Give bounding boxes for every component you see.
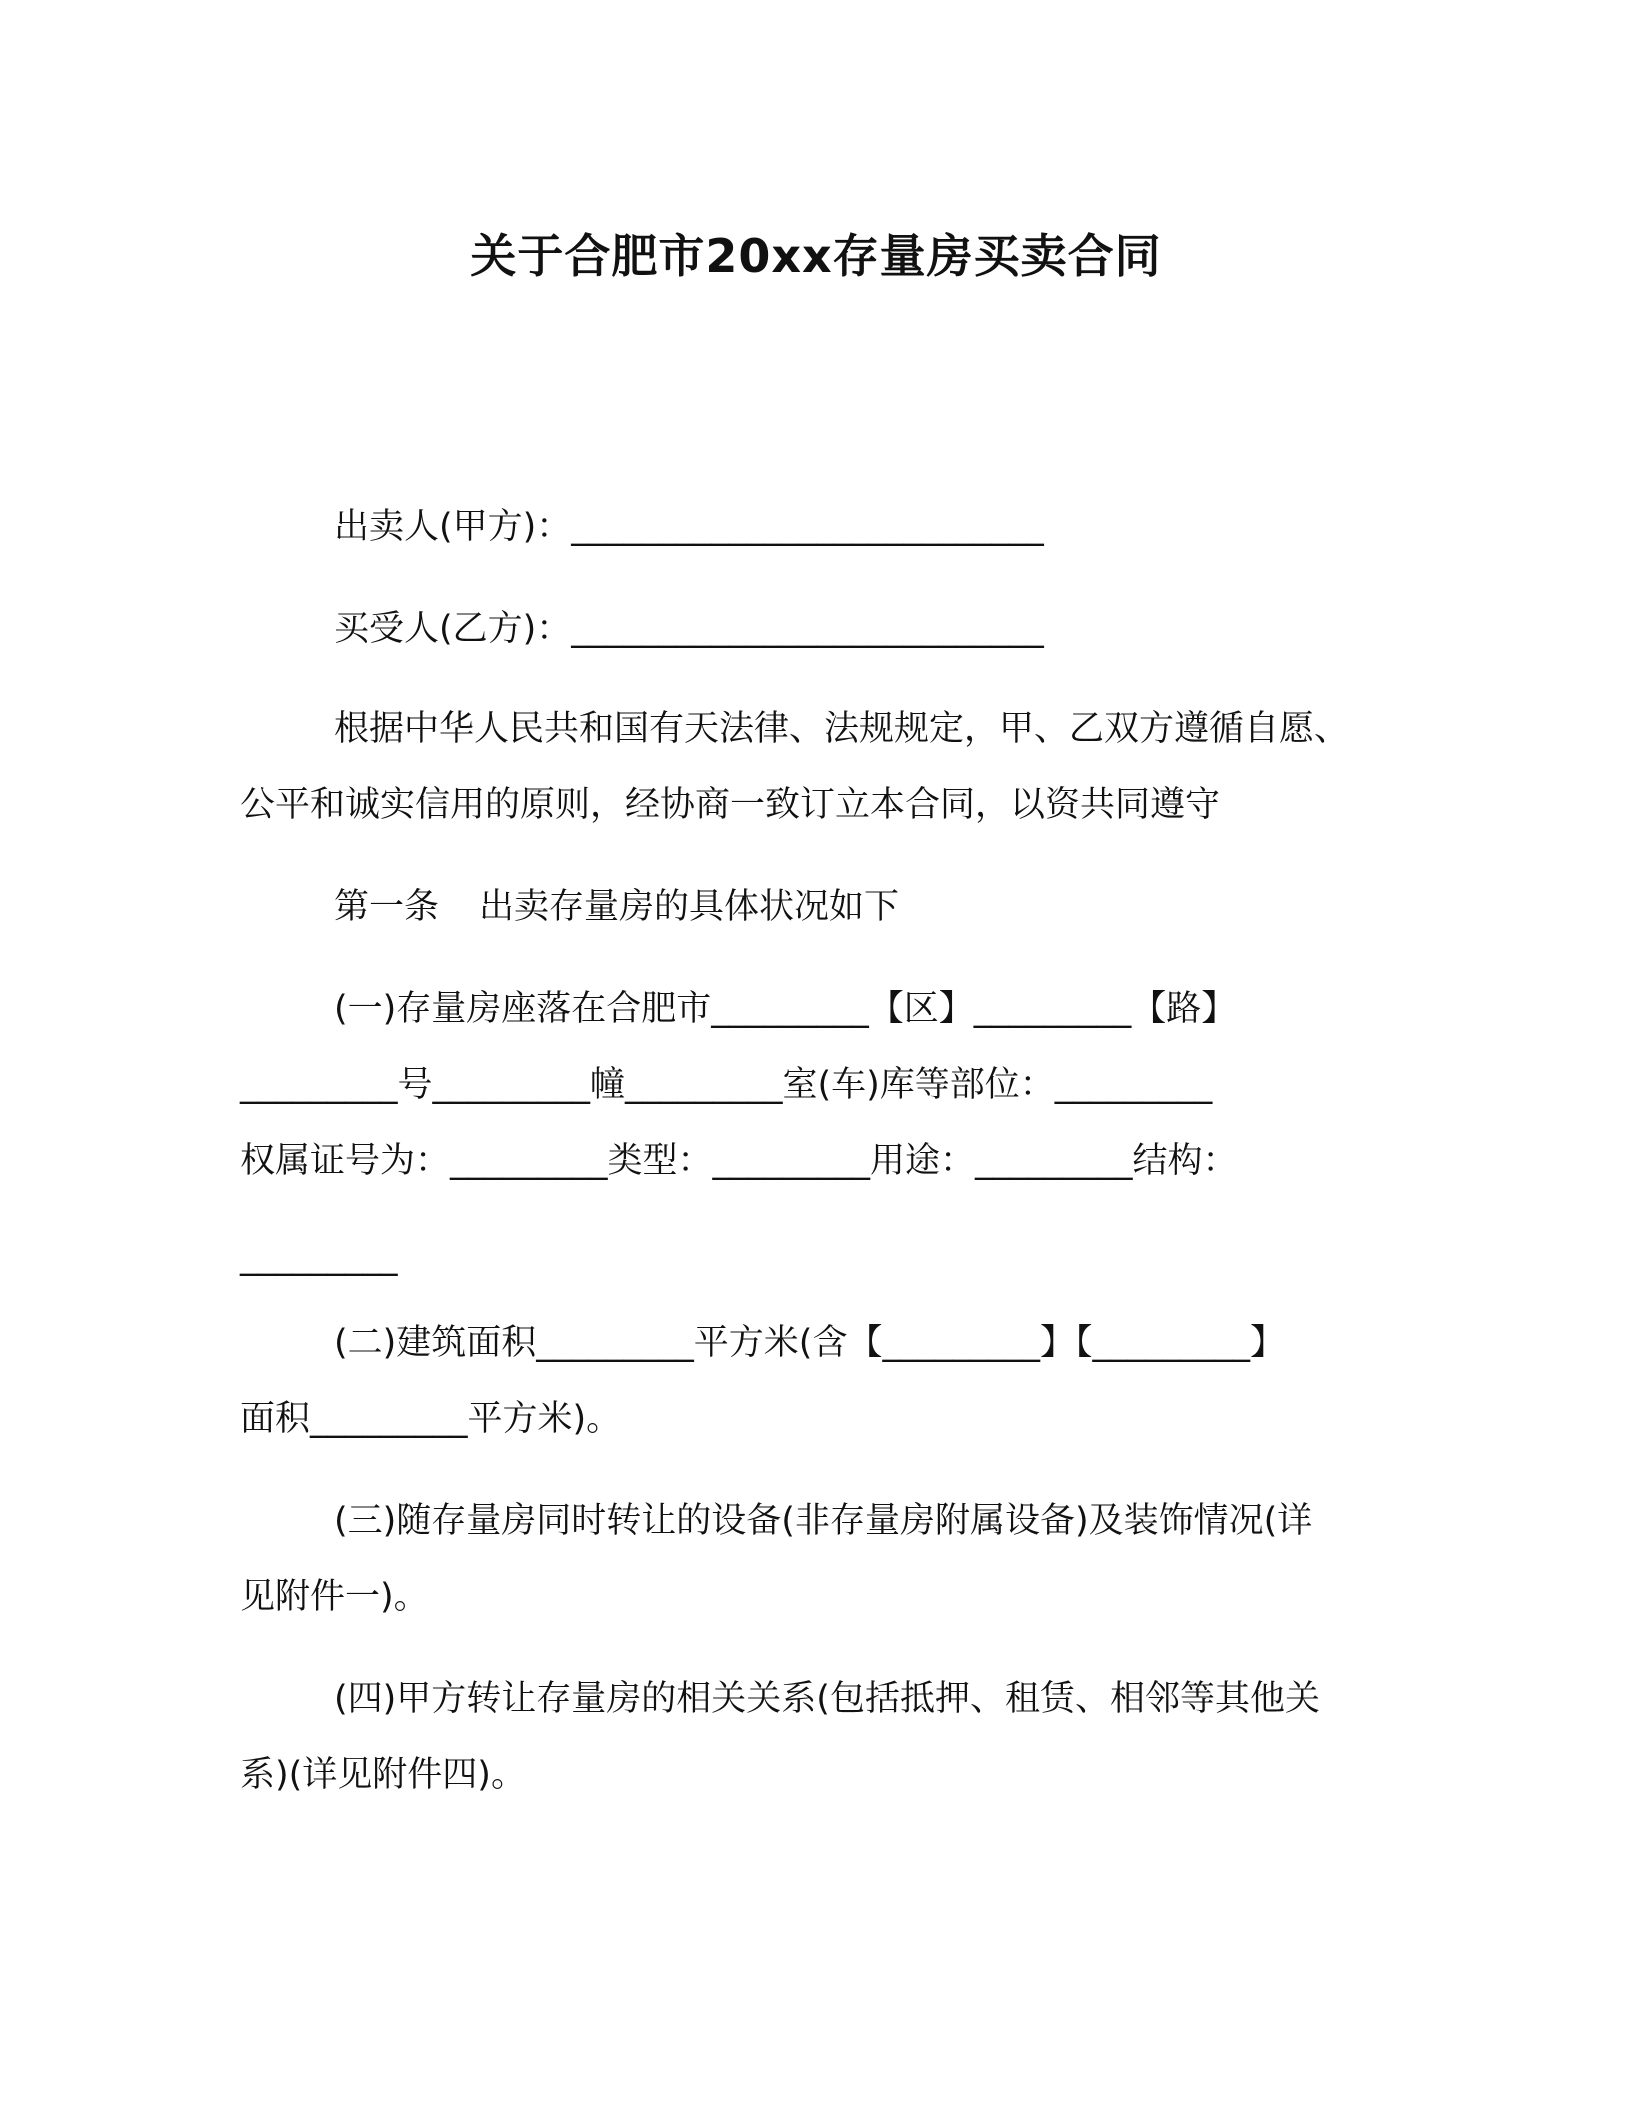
item-1-line-2: _________号_________幢_________室(车)库等部位：_________ [240,1065,1213,1105]
article-1-title: 出卖存量房的具体状况如下 [479,887,900,927]
preamble-line-1: 根据中华人民共和国有天法律、法规规定，甲、乙双方遵循自愿、 [334,709,1350,749]
seller-line: 出卖人(甲方)：___________________________ [334,507,1044,547]
item-2-line-2: 面积_________平方米)。 [240,1399,622,1439]
item-1-line-3: 权属证号为：_________类型：_________用途：_________结构： [240,1141,1238,1181]
item-1-line-4: _________ [240,1237,398,1277]
item-2-line-1: (二)建筑面积_________平方米(含【_________】【_________】 [334,1323,1285,1363]
item-1-line-1: (一)存量房座落在合肥市_________【区】_________【路】 [334,989,1237,1029]
preamble-line-2: 公平和诚实信用的原则，经协商一致订立本合同，以资共同遵守 [240,785,1221,825]
item-4-line-2: 系)(详见附件四)。 [240,1755,526,1795]
item-3-line-2: 见附件一)。 [240,1577,429,1617]
buyer-line: 买受人(乙方)：___________________________ [334,609,1044,649]
article-1-heading [334,882,1404,932]
document-title: 关于合肥市20xx存量房买卖合同 [470,229,1162,283]
item-4-line-1: (四)甲方转让存量房的相关关系(包括抵押、租赁、相邻等其他关 [334,1679,1320,1719]
item-3-line-1: (三)随存量房同时转让的设备(非存量房附属设备)及装饰情况(详 [334,1501,1313,1541]
article-1-number: 第一条 [334,887,440,927]
